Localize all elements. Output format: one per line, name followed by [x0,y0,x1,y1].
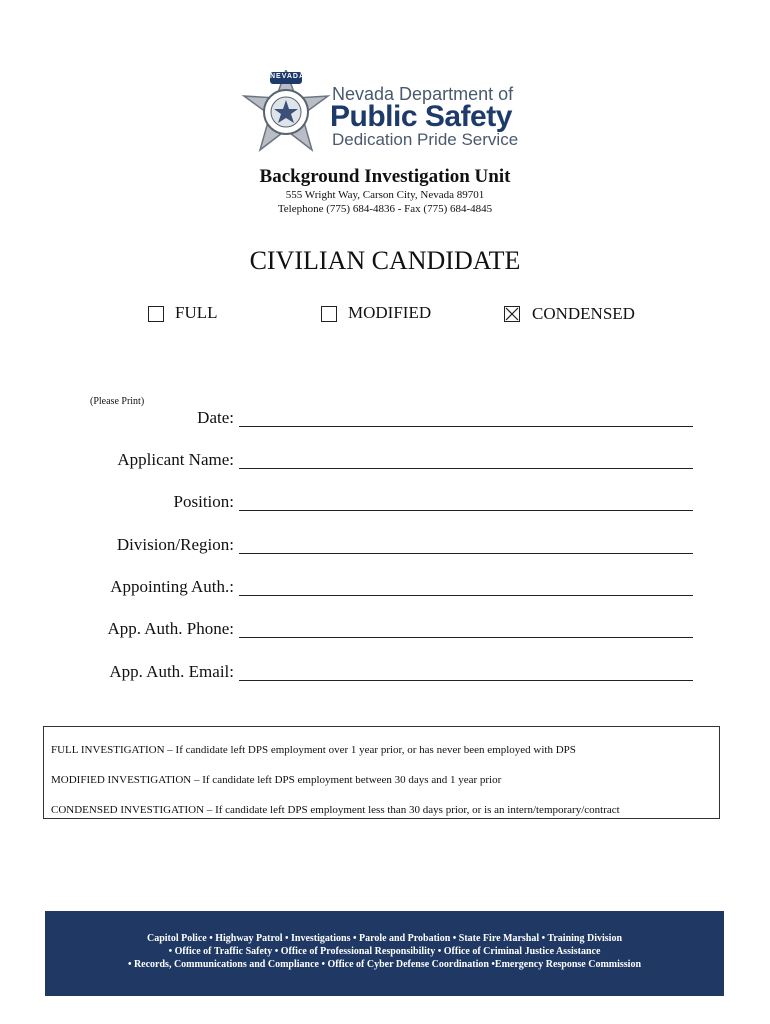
app-auth-email-field[interactable] [239,680,693,681]
condensed-checkbox[interactable] [504,306,520,322]
dps-logo [240,70,530,160]
position-field[interactable] [239,510,693,511]
applicant-name-label: Applicant Name: [117,450,234,469]
division-region-field[interactable] [239,553,693,554]
phone-fax: Telephone (775) 684-4836 - Fax (775) 684-4845 [277,203,493,215]
full-label: FULL [175,303,218,322]
condensed-definition: CONDENSED INVESTIGATION – If candidate left DPS employment less than 30 days prior, or is an intern/temporary/contract [51,804,620,816]
full-definition: FULL INVESTIGATION – If candidate left DPS employment over 1 year prior, or has never been employed with DPS [51,744,576,756]
appointing-auth-label: Appointing Auth.: [110,577,234,596]
check-x-icon [505,307,519,321]
investigation-definitions-box [43,726,720,819]
applicant-name-field[interactable] [239,468,693,469]
date-label: Date: [197,408,234,427]
app-auth-phone-label: App. Auth. Phone: [107,619,234,638]
date-field[interactable] [239,426,693,427]
logo-line1: Nevada Department of [332,84,514,104]
form-title: CIVILIAN CANDIDATE [249,246,521,275]
address: 555 Wright Way, Carson City, Nevada 89701 [285,189,485,201]
modified-label: MODIFIED [348,303,432,322]
condensed-label: CONDENSED [532,304,635,323]
seal-text: NEVADA [270,73,306,80]
position-label: Position: [173,492,234,511]
footer-line1: Capitol Police • Highway Patrol • Investigations • Parole and Probation • State Fire Marshal • Training Division [146,933,622,944]
division-region-label: Division/Region: [116,535,234,554]
please-print-note: (Please Print) [90,396,145,407]
full-checkbox[interactable] [148,306,164,322]
modified-checkbox[interactable] [321,306,337,322]
app-auth-phone-field[interactable] [239,637,693,638]
logo-line3: Dedication Pride Service [332,130,519,149]
footer-line3: • Records, Communications and Compliance • Office of Cyber Defense Coordination •Emergency Response Commission [127,959,642,970]
modified-definition: MODIFIED INVESTIGATION – If candidate left DPS employment between 30 days and 1 year prior [51,774,502,786]
logo-line2: Public Safety [330,100,512,133]
divisions-footer [45,911,724,996]
app-auth-email-label: App. Auth. Email: [109,662,234,681]
appointing-auth-field[interactable] [239,595,693,596]
star-badge-icon [240,70,332,160]
unit-title: Background Investigation Unit [259,166,511,187]
footer-line2: • Office of Traffic Safety • Office of Professional Responsibility • Office of Criminal Justice Assistance [168,946,601,957]
